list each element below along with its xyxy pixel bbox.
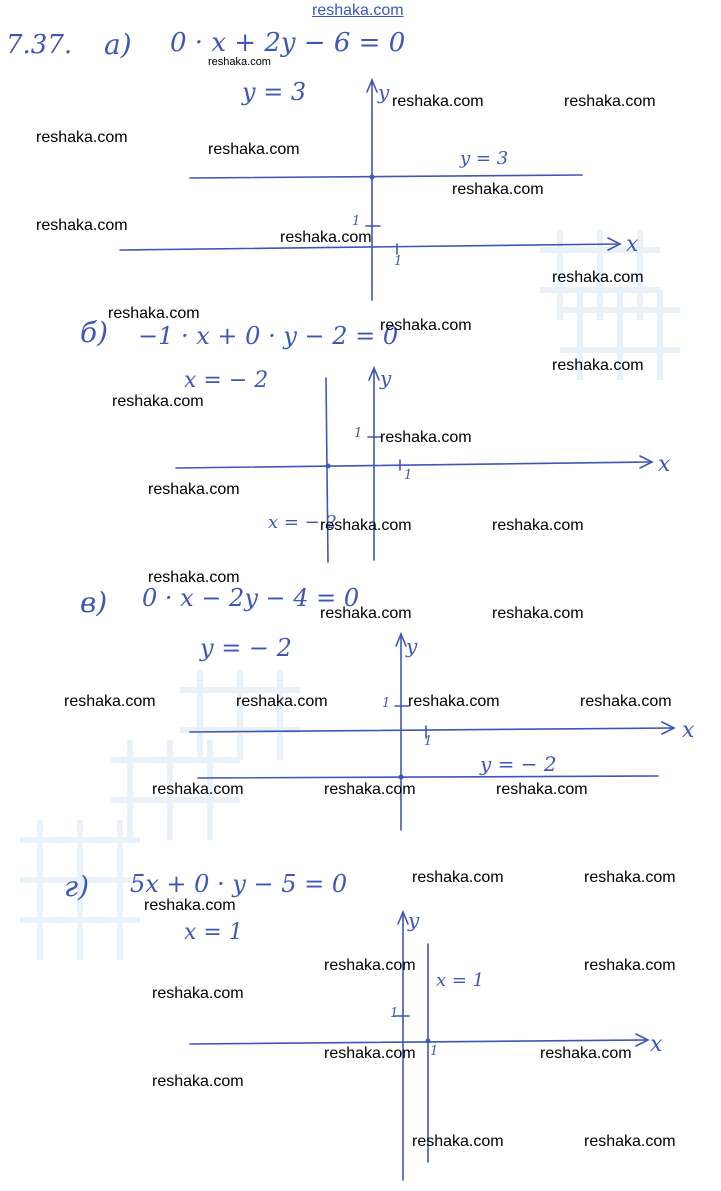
problem-number: 7.37. xyxy=(6,30,73,60)
watermark: reshaka.com xyxy=(412,869,504,886)
part-c-equation: 0 · x − 2y − 4 = 0 xyxy=(142,584,360,612)
part-d-equation: 5x + 0 · y − 5 = 0 xyxy=(130,870,348,898)
part-a-line-label: y = 3 xyxy=(460,148,509,169)
watermark: reshaka.com xyxy=(144,897,236,914)
part-b-equation: −1 · x + 0 · y − 2 = 0 xyxy=(138,322,399,350)
watermark: reshaka.com xyxy=(320,605,412,622)
part-d-tick-y-label: 1 xyxy=(390,1006,399,1021)
part-a-axis-y-label: y xyxy=(378,80,390,104)
watermark: reshaka.com xyxy=(324,957,416,974)
part-d-tick-x-label: 1 xyxy=(430,1044,439,1059)
part-a-equation: 0 · x + 2y − 6 = 0 xyxy=(170,28,406,58)
watermark: reshaka.com xyxy=(320,517,412,534)
part-b-letter: б) xyxy=(80,316,109,349)
part-c-result: y = − 2 xyxy=(200,634,292,662)
a-line-y3 xyxy=(190,175,582,178)
watermark: reshaka.com xyxy=(36,129,128,146)
part-a-letter: a) xyxy=(104,28,132,61)
watermark: reshaka.com xyxy=(148,481,240,498)
watermark: reshaka.com xyxy=(380,429,472,446)
part-a-result: y = 3 xyxy=(242,78,307,106)
watermark: reshaka.com xyxy=(584,1133,676,1150)
watermark: reshaka.com xyxy=(148,569,240,586)
watermark: reshaka.com xyxy=(152,985,244,1002)
c-line-yminus2 xyxy=(198,776,658,778)
c-x-axis xyxy=(190,728,672,732)
watermark: reshaka.com xyxy=(324,1045,416,1062)
watermark: reshaka.com xyxy=(64,693,156,710)
part-c-axis-x-label: x xyxy=(682,718,695,743)
b-x-axis xyxy=(176,462,650,468)
b-intersection-dot xyxy=(326,464,331,469)
part-c-tick-x-label: 1 xyxy=(424,734,433,749)
watermark: reshaka.com xyxy=(324,781,416,798)
watermark: reshaka.com xyxy=(552,269,644,286)
watermark: reshaka.com xyxy=(112,393,204,410)
part-d-result: x = 1 xyxy=(184,920,243,945)
watermark: reshaka.com xyxy=(584,869,676,886)
watermark: reshaka.com xyxy=(580,693,672,710)
watermark: reshaka.com xyxy=(152,781,244,798)
watermark: reshaka.com xyxy=(584,957,676,974)
part-b-axis-y-label: y xyxy=(380,366,392,390)
watermark: reshaka.com xyxy=(152,1073,244,1090)
part-d-axis-y-label: y xyxy=(408,908,420,932)
part-c-letter: в) xyxy=(80,586,108,619)
a-intersection-dot xyxy=(370,175,375,180)
part-b-tick-y-label: 1 xyxy=(354,426,363,441)
part-d-axis-x-label: x xyxy=(650,1032,663,1057)
part-b-result: x = − 2 xyxy=(184,368,269,393)
watermark: reshaka.com xyxy=(236,693,328,710)
part-b-tick-x-label: 1 xyxy=(404,468,413,483)
watermark: reshaka.com xyxy=(280,229,372,246)
watermark: reshaka.com xyxy=(380,317,472,334)
watermark: reshaka.com xyxy=(496,781,588,798)
d-intersection-dot xyxy=(426,1039,431,1044)
part-c-tick-y-label: 1 xyxy=(382,696,391,711)
part-a-tick-y-label: 1 xyxy=(352,214,361,229)
part-a-tick-x-label: 1 xyxy=(394,254,403,269)
part-d-line-label: x = 1 xyxy=(436,970,485,991)
watermark: reshaka.com xyxy=(540,1045,632,1062)
part-b-line-label: x = − 2 xyxy=(268,512,337,533)
part-c-axis-y-label: y xyxy=(406,634,418,658)
part-c-line-label: y = − 2 xyxy=(480,752,557,776)
watermark: reshaka.com xyxy=(492,517,584,534)
watermark: reshaka.com xyxy=(36,217,128,234)
watermark: reshaka.com xyxy=(552,357,644,374)
watermark: reshaka.com xyxy=(492,605,584,622)
part-b-axis-x-label: x xyxy=(658,452,671,477)
watermark: reshaka.com xyxy=(208,141,300,158)
watermark: reshaka.com xyxy=(408,693,500,710)
watermark: reshaka.com xyxy=(108,305,200,322)
part-a-axis-x-label: x xyxy=(626,232,639,257)
d-x-axis xyxy=(190,1040,646,1044)
part-d-letter: г) xyxy=(64,870,90,903)
watermark: reshaka.com xyxy=(392,93,484,110)
watermark: reshaka.com xyxy=(452,181,544,198)
header-watermark[interactable]: reshaka.com xyxy=(312,2,404,19)
watermark: reshaka.com xyxy=(564,93,656,110)
c-intersection-dot xyxy=(399,775,404,780)
watermark: reshaka.com xyxy=(208,56,271,68)
watermark: reshaka.com xyxy=(412,1133,504,1150)
